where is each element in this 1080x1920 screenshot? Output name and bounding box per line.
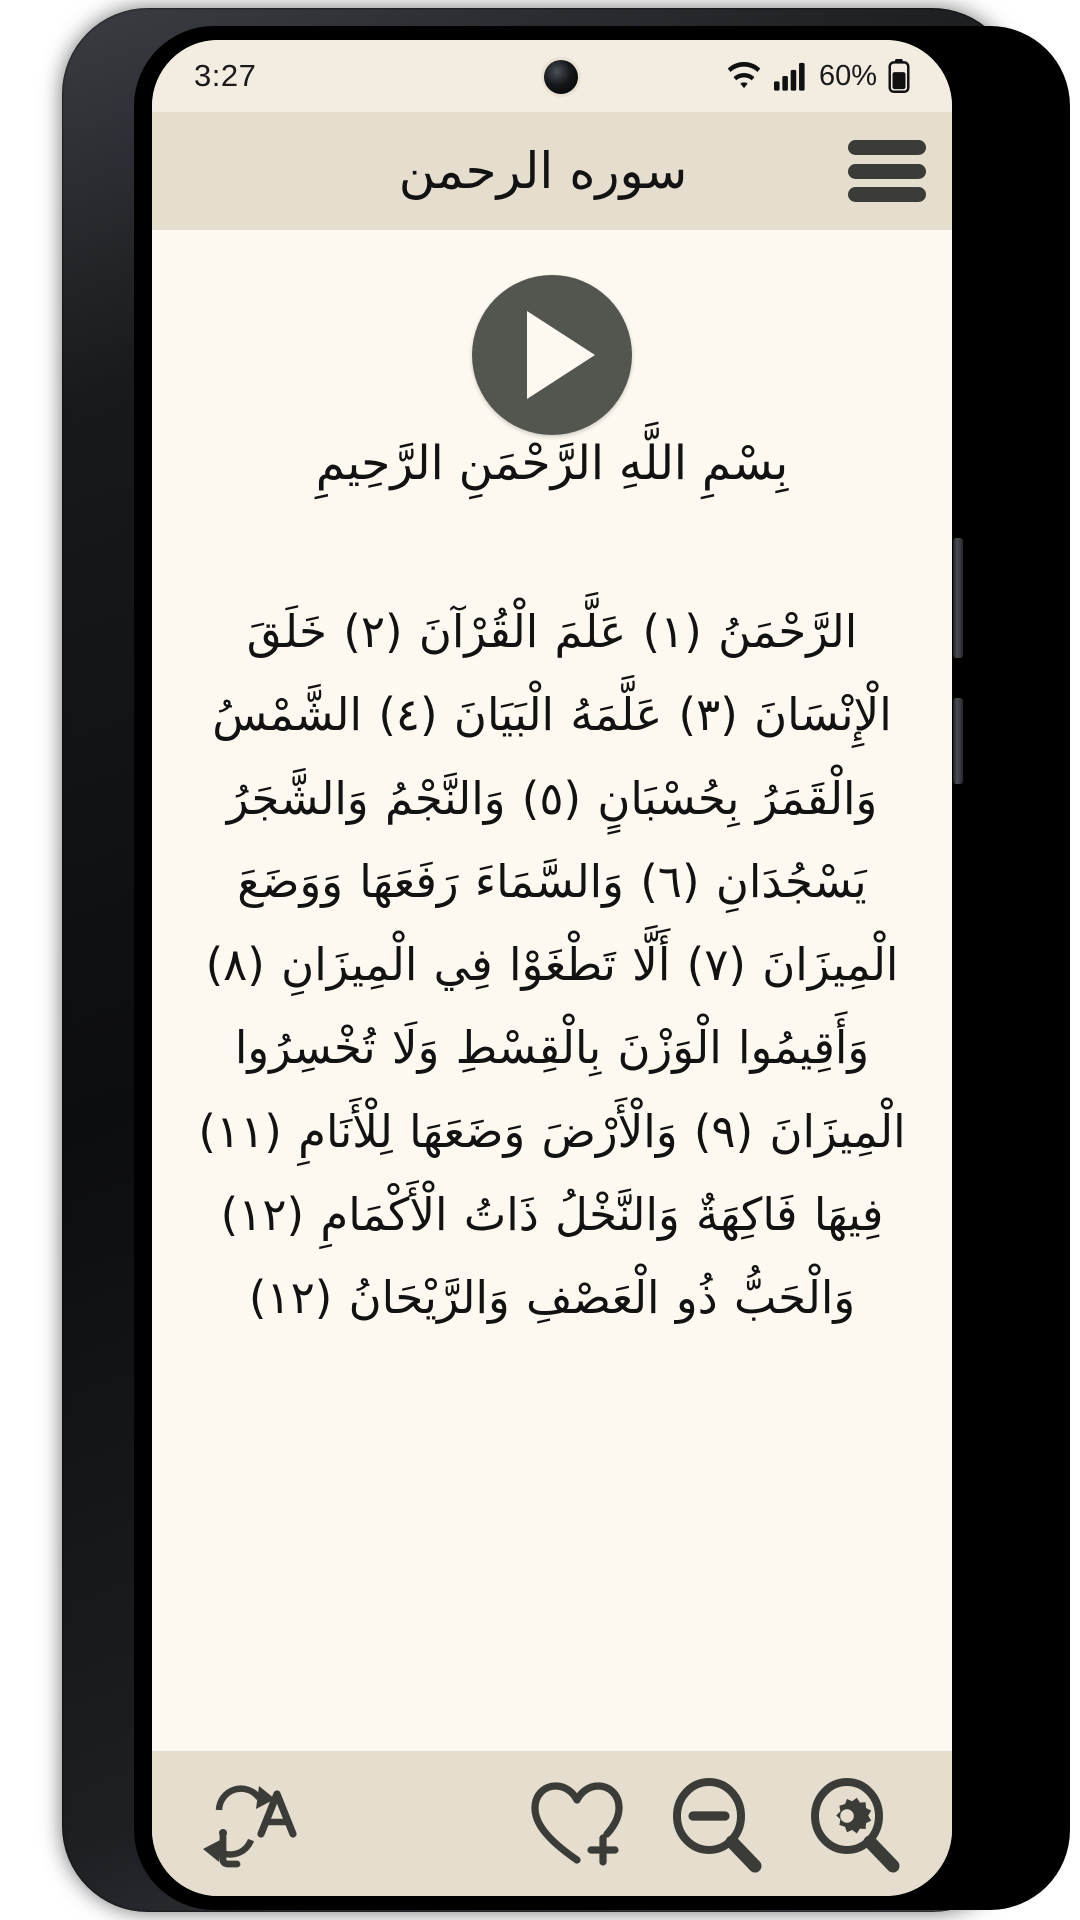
add-favorite-button[interactable] [522,1769,632,1879]
translate-toggle-button[interactable] [196,1769,306,1879]
menu-line-2 [848,164,926,179]
magnifier-minus-icon [665,1774,765,1874]
wifi-icon [725,61,763,91]
status-bar [152,40,952,112]
cellular-signal-icon [774,61,808,91]
hamburger-menu-icon[interactable] [848,140,926,202]
bottom-toolbar [152,1751,952,1896]
menu-line-3 [848,187,926,202]
page-title: سوره الرحمن [398,142,688,200]
translate-icon [199,1774,303,1874]
status-indicators [725,59,910,93]
gear-magnifier-icon [803,1774,903,1874]
phone-screen [152,40,952,1896]
menu-line-1 [848,140,926,155]
battery-icon [888,59,910,93]
battery-percent-label: 60% [818,59,877,92]
front-camera-icon [544,60,578,94]
play-audio-button[interactable] [472,275,632,435]
app-bar [152,112,952,230]
volume-button[interactable] [953,538,963,658]
play-icon [527,311,595,399]
status-clock: 3:27 [194,58,257,93]
heart-plus-icon [525,1774,629,1874]
surah-verses-text: الرَّحْمَنُ (١) عَلَّمَ الْقُرْآنَ (٢) خَلَقَ الْإِنْسَانَ (٣) عَلَّمَهُ الْبَيَانَ (٤) الشَّمْسُ وَالْقَمَرُ بِحُسْبَانٍ (٥) وَالنَّجْمُ وَالشَّجَرُ يَسْجُدَانِ (٦) وَالسَّمَاءَ رَفَعَهَا وَوَضَعَ الْمِيزَانَ (٧) أَلَّا تَطْغَوْا فِي الْمِيزَانِ (٨) وَأَقِيمُوا الْوَزْنَ بِالْقِسْطِ وَلَا تُخْسِرُوا الْمِيزَانَ (٩) وَالْأَرْضَ وَضَعَهَا لِلْأَنَامِ (١١) فِيهَا فَاكِهَةٌ وَالنَّخْلُ ذَاتُ الْأَكْمَامِ (١٢) وَالْحَبُّ ذُو الْعَصْفِ وَالرَّيْحَانُ (١٢) [198,605,906,1324]
phone-frame [62,8,1018,1912]
zoom-out-button[interactable] [660,1769,770,1879]
surah-content-area [152,230,952,1796]
bismillah-text: بِسْمِ اللَّهِ الرَّحْمَنِ الرَّحِيمِ [315,436,789,491]
power-button[interactable] [953,698,963,784]
settings-button[interactable] [798,1769,908,1879]
